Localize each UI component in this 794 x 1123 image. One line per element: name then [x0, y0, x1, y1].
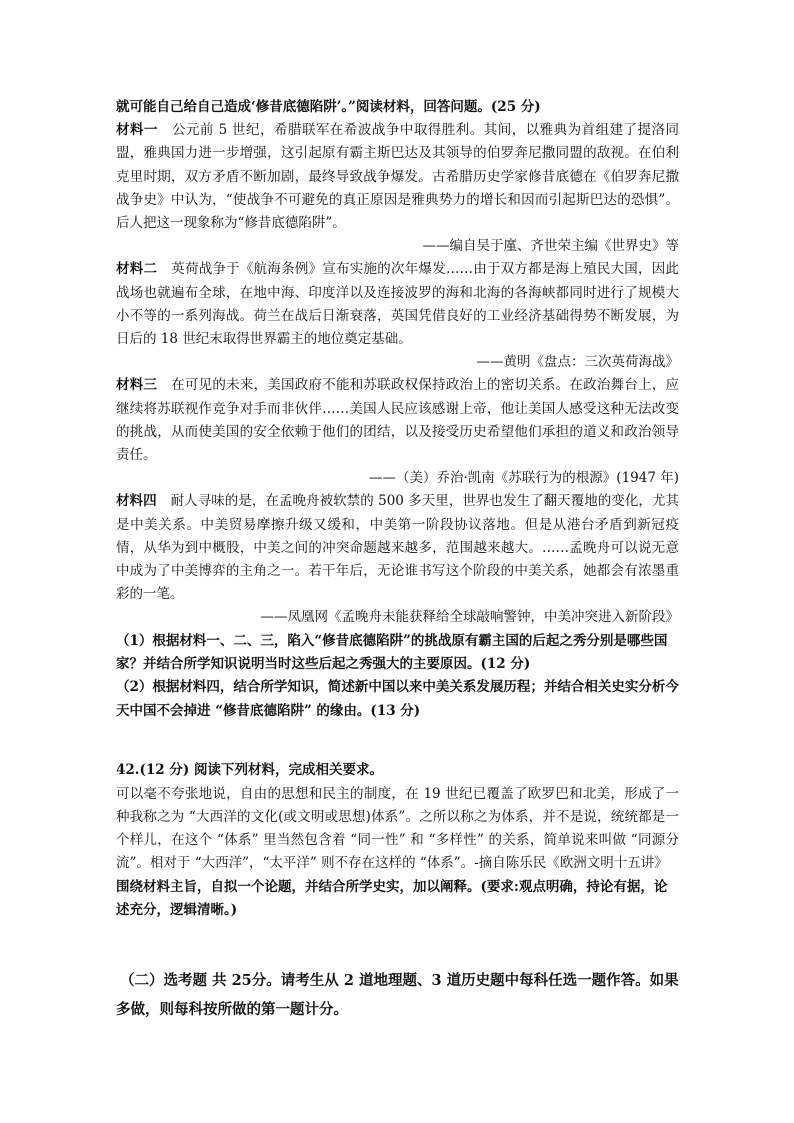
intro-line: 就可能自己给自己造成‘修昔底德陷阱’。”阅读材料，回答问题。(25 分): [116, 99, 541, 115]
material-4-label: 材料四: [116, 493, 157, 510]
material-4-source: ——凤凰网《孟晚舟未能获释给全球敲响警钟，中美冲突进入新阶段》: [260, 609, 679, 626]
material-2-label: 材料二: [116, 261, 158, 278]
document-page: [116, 96, 679, 1024]
material-3: [116, 374, 679, 467]
material-2-text: 英荷战争于《航海条例》宣布实施的次年爆发……由于双方都是海上殖民大国，因此战场也就遍布全球，在地中海、印度洋以及连接波罗的海和北海的各海峡都同时进行了规模大小不等的一系列海战。荷兰在战后日渐衰落，英国凭借良好的工业经济基础得势不断发展，为日后的 18 世纪末取得世界霸主的地位奠定基础。: [116, 261, 680, 348]
question-1: （1）根据材料一、二、三，陷入“修昔底德陷阱”的挑战原有霸主国的后起之秀分别是哪些国家？并结合所学知识说明当时这些后起之秀强大的主要原因。(12 分): [116, 632, 668, 673]
q42-heading: 42.(12 分) 阅读下列材料，完成相关要求。: [116, 762, 383, 779]
material-3-text: 在可见的未来，美国政府不能和苏联政权保持政治上的密切关系。在政治舞台上，应继续将苏联视作竞争对手而非伙伴……美国人民应该感谢上帝，他让美国人感受这种无法改变的挑战，从而使美国的安全依赖于他们的团结，以及接受历史希望他们承担的道义和政治领导责任。: [116, 377, 680, 464]
question-2: （2）根据材料四，结合所学知识，简述新中国以来中美关系发展历程；并结合相关史实分析今天中国不会掉进 “修昔底德陷阱” 的缘由。(13 分): [116, 679, 679, 719]
q42-text: 可以毫不夸张地说，自由的思想和民主的制度，在 19 世纪已覆盖了欧罗巴和北美，形成了一种我称之为 “大西洋的文化(或文明或思想)体系”。之所以称之为体系，并不是说，统统都是一个样儿，在这个 “体系” 里当然包含着 “同一性” 和 “多样性” 的关系，简单说来叫做 “同源分流”。相对于 “大西洋”，“太平洋” 则不存在这样的 “体系”。-摘自陈乐民《欧洲文明十五讲》: [116, 785, 679, 872]
q42-requirement: 围绕材料主旨，自拟一个论题，并结合所学史实，加以阐释。(要求:观点明确，持论有据，论述充分，逻辑清晰。): [116, 878, 668, 918]
material-1-text: 公元前 5 世纪，希腊联军在希波战争中取得胜利。其间，以雅典为首组建了提洛同盟，雅典国力进一步增强，这引起原有霸主斯巴达及其领导的伯罗奔尼撒同盟的敌视。在伯利克里时期，双方矛盾不断加剧，最终导致战争爆发。古希腊历史学家修昔底德在《伯罗奔尼撒战争史》中认为，“使战争不可避免的真正原因是雅典势力的增长和因而引起斯巴达的恐惧”。后人把这一现象称为“修昔底德陷阱”。: [116, 122, 680, 232]
material-4-text: 耐人寻味的是，在孟晚舟被软禁的 500 多天里，世界也发生了翻天覆地的变化，尤其是中美关系。中美贸易摩擦升级又缓和，中美第一阶段协议落地。但是从港台矛盾到新冠疫情，从华为到中概股，中美之间的冲突命题越来越多，范围越来越大。……孟晚舟可以说无意中成为了中美博弈的主角之一。若干年后，无论谁书写这个阶段的中美关系，她都会有浓墨重彩的一笔。: [116, 493, 680, 603]
material-4: [116, 490, 679, 606]
material-1-label: 材料一: [116, 122, 158, 139]
spacer: [116, 922, 679, 966]
material-2: [116, 258, 679, 351]
section-2-heading: （二）选考题 共 25分。请考生从 2 道地理题、3 道历史题中每科任选一题作答。如果多做，则每科按所做的第一题计分。: [116, 972, 679, 1019]
material-2-source: ——黄明《盘点：三次英荷海战》: [476, 354, 679, 371]
material-1-source: ——编自吴于廑、齐世荣主编《世界史》等: [422, 238, 679, 255]
material-1: [116, 119, 679, 235]
material-3-source: ——（美）乔治·凯南《苏联行为的根源》(1947 年): [369, 470, 679, 487]
spacer: [116, 723, 679, 759]
material-3-label: 材料三: [116, 377, 158, 394]
